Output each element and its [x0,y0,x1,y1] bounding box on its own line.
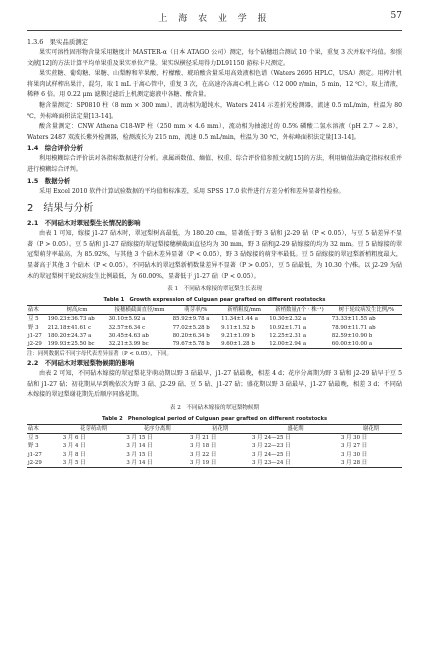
column-header: 树干轮纹病发生比例/% [338,307,395,314]
column-header: 接穗横截面直径/mm [114,307,165,314]
table1-note: 注：同列数据后不同字母代表差异显著（P < 0.05），下同。 [27,351,172,358]
table2-caption-cn: 表 2 不同砧木嫁接的翠冠梨物候期 [169,404,260,411]
table-cell: 9.11±1.52 b [221,324,255,331]
column-header: 初花期 [211,425,229,432]
table-cell: 78.90±11.71 ab [331,324,376,331]
section-2-2-title [27,358,402,369]
section-2-2-heading: 2.2 不同砧木对翠冠梨物候期的影响 [27,359,135,368]
table-row [27,332,402,340]
column-header: 萌芽率/% [184,307,208,314]
table-cell: 30.45±4.63 ab [108,332,149,339]
section-1-4-heading: 1.4 综合评价分析 [27,144,84,153]
table-cell: 9.60±1.28 b [221,340,255,347]
table-cell: 180.20±24.37 a [47,332,92,339]
table-cell: 12.00±2.94 a [269,340,307,347]
table1-caption-en: Table 1 Growth expression of Cuiguan pear grafted on different rootstocks [103,297,326,304]
table-cell: 199.93±25.50 bc [47,340,95,347]
table-cell: 3 月 28 日 [340,459,368,466]
column-header: 砧木 [28,425,39,432]
table-cell: 80.20±6.34 b [172,332,210,339]
table-cell: 12.25±2.31 a [269,332,307,339]
table-cell: 73.33±11.55 ab [331,316,376,323]
table-row [27,324,402,332]
section-1-4-title [27,143,402,154]
table-cell: 10.92±1.71 a [269,324,307,331]
table-header-row [27,306,402,315]
table-cell: 3 月 15 日 [126,435,153,442]
table-cell: 3 月 27 日 [340,443,368,450]
page-number: 57 [390,11,402,21]
table-cell: 3 月 30 日 [340,435,368,442]
paragraph: 糖含量测定：SP0810 柱（8 mm × 300 mm），流动相为超纯水，Waters 2414 示差折光检测器，流速 0.5 mL/min，柱温为 80 ℃，外标峰面积法定量[13-14]。 [27,101,402,120]
table-cell: 3 月 21 日 [190,435,217,442]
table-row [27,340,402,349]
table-cell: 3 月 5 日 [62,459,86,466]
table-cell: j1-27 [28,451,42,458]
paragraph: 果实可溶性固形物含量采用糖度计 MASTER-α（日本 ATAGO 公司）测定，每个砧穗组合测试 10 个果，重复 3 次并取平均值。参照文献[12]的方法计算平均单果重及果实单位产量。果实纵横径采用得力DL91150 游标卡尺测定。 [27,49,402,67]
section-2-title: 2 结果与分析 [27,203,94,215]
column-header: 花序分离期 [143,425,171,432]
table-cell: 11.34±1.44 a [221,316,258,323]
table1 [27,305,402,349]
table-cell: j2-29 [28,340,42,347]
column-header: 谢花期 [362,425,380,432]
paragraph: 利用模糊综合评价法对各指标数据进行分析。隶属函数值、熵值、权重、综合评价值参照文献[15]的方法，利用熵值法确定指标权重并进行模糊综合评判。 [27,155,402,173]
table-row [27,451,402,459]
table-cell: 3 月 8 日 [62,451,86,458]
table-cell: 3 月 22 日 [190,451,217,458]
table-cell: 3 月 14 日 [126,459,153,466]
table-row [27,442,402,450]
table-cell: 3 月 30 日 [340,451,368,458]
table-cell: 77.02±5.28 b [172,324,210,331]
table-cell: 豆 5 [28,435,39,442]
table-cell: 3 月 19 日 [190,459,217,466]
table1-caption-cn: 表 1 不同砧木嫁接的翠冠梨生长表现 [167,286,262,293]
table-cell: 30.10±5.92 a [108,316,146,323]
paragraph: 果实蔗糖、葡萄糖、果糖、山梨醇和苹果酸、柠檬酸、琥珀酸含量采用高效液相色谱（Waters 2695 HPLC，USA）测定。用榨汁机将果肉试样榨出果汁，混匀，取 1 mL 于离心管中，重复 3 次，在高速冷冻离心机上离心（12 000 r/min，5 min，12 ℃），取上清液，稀释 6 倍。用 0.22 μm 滤膜过滤后上机测定滤液中各糖、酸含量。 [27,70,402,99]
table-cell: 32.21±3.99 bc [108,340,149,347]
paragraph: 由表 1 可知，嫁接 j1-27 砧木时，翠冠梨树高最低，为 180.20 cm，显著低于野 3 砧和 j2-29 砧（P < 0.05），与豆 5 砧差异不显著（P > 0.05）。豆 5 砧和 j1-27 砧嫁接的翠冠梨接穗横截面直径均为 30 mm，野 3 砧和j2-29 砧嫁接的均为 32 mm。豆 5 砧嫁接的翠冠梨萌芽率最高，为 85.92%，与其他 3 个砧木差异显著（P < 0.05），野 3 砧嫁接的萌芽率最低。豆 5 砧嫁接的翠冠梨新梢粗度最大，显著高于其他 3 个砧木（P < 0.05）。不同砧木的翠冠梨新梢数量差异不显著（P > 0.05），豆 5 砧最低，为 10.30 个/株。以 j2-29 为砧木的翠冠梨树干轮纹病发生比例最低，为 60.00%，显著低于 j1-27 砧（P < 0.05）。 [27,230,402,280]
column-header: 花芽萌动期 [80,425,108,432]
table-cell: 190.23±36.73 ab [47,316,95,323]
table-cell: 79.67±5.78 b [172,340,210,347]
running-head [27,8,402,31]
table-cell: 3 月 24—25 日 [252,451,291,458]
table-cell: 3 月 15 日 [126,451,153,458]
paragraph: 酸含量测定：CNW Athena C18-WP 柱（250 mm × 4.6 mm），流动相为抽滤过的 0.5% 磷酸二氢水溶液（pH 2.7 ~ 2.8），Waters 2487 双波长紫外检测器，检测波长为 215 nm，流速 0.5 mL/min，柱温为 30 ℃，外标峰面积法定量[13-14]。 [27,123,402,141]
section-1-5-heading: 1.5 数据分析 [27,176,71,185]
table-row [27,459,402,468]
table-cell: 60.00±10.00 a [331,340,373,347]
table-cell: 10.30±2.32 a [269,316,307,323]
table-cell: 3 月 4 日 [62,443,86,450]
table-row [27,434,402,443]
journal-page [0,8,427,668]
section-1-5-title [27,176,402,187]
table2-caption-en: Table 2 Phenological period of Cuiguan pear grafted on different rootstocks [101,415,328,422]
table-cell: 212.18±41.61 c [47,324,92,331]
column-header: 新梢数量/(个 · 株⁻¹) [275,307,324,314]
table-cell: 3 月 18 日 [190,443,217,450]
table-cell: 3 月 24—25 日 [252,435,291,442]
section-2-1-heading: 2.1 不同砧木对翠冠梨生长情况的影响 [27,219,141,228]
table-cell: 3 月 14 日 [126,443,153,450]
table-cell: 3 月 6 日 [62,435,86,442]
journal-title: 上 海 农 业 学 报 [158,14,271,24]
table-cell: 32.57±6.34 c [108,324,146,331]
table-cell: 9.21±1.09 b [221,332,255,339]
table-cell: j2-29 [28,459,42,466]
table-cell: 85.92±9.78 a [172,316,210,323]
table-cell: 82.59±10.90 b [331,332,373,339]
paragraph: 由表 2 可知，不同砧木嫁接的翠冠梨花芽萌动期以野 3 砧最早，j1-27 砧最晚，相差 4 d；花序分离期为野 3 砧和 j2-29 砧早于豆 5 砧和 j1-27 砧；初花期从早到晚依次为野 3 砧、j2-29 砧、豆 5 砧、j1-27 砧；盛花期以野 3 砧最早，j1-27 砧最晚，相差 3 d；不同砧木嫁接的翠冠梨谢花期先后顺序同盛花期。 [27,370,402,399]
section-1-3-6-title: 1.3.6 果实品质测定 [27,38,88,46]
table-cell: 3 月 23—24 日 [252,459,291,466]
table-row [27,315,402,324]
table2 [27,424,402,468]
table-header-row [27,424,402,433]
column-header: 砧木 [28,307,39,314]
paragraph: 采用 Excel 2010 软件计算试验数据的平均值和标准差，采用 SPSS 17.0 软件进行方差分析和差异显著性检验。 [39,187,345,195]
table-cell: 3 月 22—23 日 [252,443,291,450]
column-header: 盛花期 [287,425,304,432]
article-body [27,37,402,468]
table-cell: 野 3 [28,324,39,331]
column-header: 树高/cm [66,307,88,314]
table-cell: j1-27 [28,332,42,339]
table-cell: 野 3 [28,443,39,450]
table-cell: 豆 5 [28,316,39,323]
section-2-1-title [27,218,402,229]
column-header: 新梢粗度/mm [227,307,261,314]
